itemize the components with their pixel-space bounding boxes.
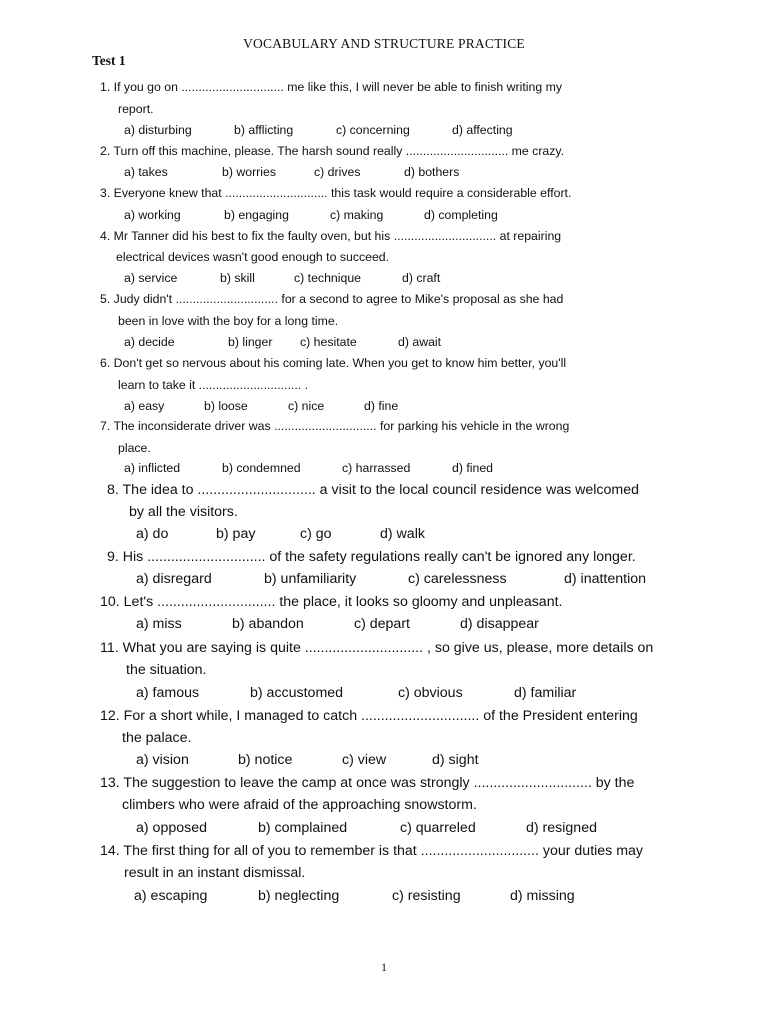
question-11-line-1: 11. What you are saying is quite .............................. , so give us, please, more details on xyxy=(100,640,654,656)
option-c[interactable]: c) go xyxy=(300,526,332,542)
option-d[interactable]: d) fine xyxy=(364,399,399,413)
question-8-line-2: by all the visitors. xyxy=(129,504,238,520)
questions-block-8-14 xyxy=(92,478,760,908)
option-c[interactable]: c) concerning xyxy=(336,123,410,137)
option-a[interactable]: a) do xyxy=(136,526,169,542)
option-b[interactable]: b) condemned xyxy=(222,461,301,475)
question-7-line-2: place. xyxy=(118,441,151,455)
option-d[interactable]: d) missing xyxy=(510,888,575,904)
question-5-line-2: been in love with the boy for a long time. xyxy=(118,314,339,328)
option-a[interactable]: a) disregard xyxy=(136,571,212,587)
option-b[interactable]: b) unfamiliarity xyxy=(264,571,357,587)
question-13-line-1: 13. The suggestion to leave the camp at once was strongly .............................. by the xyxy=(100,775,635,791)
option-b[interactable]: b) complained xyxy=(258,820,348,836)
option-a[interactable]: a) vision xyxy=(136,752,189,768)
question-8-line-1: 8. The idea to .............................. a visit to the local council residence was welcomed xyxy=(107,482,640,498)
option-b[interactable]: b) accustomed xyxy=(250,685,344,701)
option-c[interactable]: c) depart xyxy=(354,616,410,632)
option-d[interactable]: d) bothers xyxy=(404,165,460,179)
option-d[interactable]: d) sight xyxy=(432,752,479,768)
question-4-line-1: 4. Mr Tanner did his best to fix the faulty oven, but his .............................. at repairing xyxy=(100,229,562,243)
option-b[interactable]: b) neglecting xyxy=(258,888,340,904)
question-13-line-2: climbers who were afraid of the approaching snowstorm. xyxy=(122,797,477,813)
question-14-line-1: 14. The first thing for all of you to remember is that .............................. your duties may xyxy=(100,843,644,859)
option-c[interactable]: c) nice xyxy=(288,399,325,413)
option-d[interactable]: d) completing xyxy=(424,208,498,222)
option-c[interactable]: c) hesitate xyxy=(300,335,357,349)
option-d[interactable]: d) craft xyxy=(402,271,441,285)
option-a[interactable]: a) disturbing xyxy=(124,123,192,137)
page-number: 1 xyxy=(381,960,387,974)
option-c[interactable]: c) harrassed xyxy=(342,461,411,475)
option-a[interactable]: a) working xyxy=(124,208,181,222)
option-a[interactable]: a) easy xyxy=(124,399,165,413)
option-c[interactable]: c) technique xyxy=(294,271,361,285)
option-b[interactable]: b) engaging xyxy=(224,208,289,222)
option-a[interactable]: a) takes xyxy=(124,165,168,179)
question-12-line-2: the palace. xyxy=(122,730,192,746)
question-6-line-1: 6. Don't get so nervous about his coming late. When you get to know him better, you'll xyxy=(100,356,567,370)
option-d[interactable]: d) inattention xyxy=(564,571,647,587)
question-10-line-1: 10. Let's .............................. the place, it looks so gloomy and unpleasant. xyxy=(100,594,563,610)
question-9-line-1: 9. His .............................. of the safety regulations really can't be ignored any longer. xyxy=(107,549,636,565)
option-a[interactable]: a) decide xyxy=(124,335,175,349)
question-14-line-2: result in an instant dismissal. xyxy=(124,865,306,881)
option-c[interactable]: c) resisting xyxy=(392,888,461,904)
question-6-line-2: learn to take it .............................. . xyxy=(118,378,308,392)
question-12-line-1: 12. For a short while, I managed to catch .............................. of the President entering xyxy=(100,708,638,724)
option-c[interactable]: c) obvious xyxy=(398,685,463,701)
option-a[interactable]: a) famous xyxy=(136,685,200,701)
option-a[interactable]: a) opposed xyxy=(136,820,207,836)
option-d[interactable]: d) disappear xyxy=(460,616,539,632)
option-c[interactable]: c) making xyxy=(330,208,384,222)
question-4-line-2: electrical devices wasn't good enough to succeed. xyxy=(116,250,390,264)
option-c[interactable]: c) view xyxy=(342,752,387,768)
page-title: VOCABULARY AND STRUCTURE PRACTICE xyxy=(243,36,525,51)
option-b[interactable]: b) worries xyxy=(222,165,276,179)
option-b[interactable]: b) abandon xyxy=(232,616,304,632)
question-1-line-2: report. xyxy=(118,102,154,116)
option-d[interactable]: d) await xyxy=(398,335,442,349)
option-a[interactable]: a) inflicted xyxy=(124,461,181,475)
question-3-line-1: 3. Everyone knew that .............................. this task would require a considerable effort. xyxy=(100,186,572,200)
question-1-line-1: 1. If you go on .............................. me like this, I will never be able to finish writing my xyxy=(100,80,562,94)
question-5-line-1: 5. Judy didn't .............................. for a second to agree to Mike's proposal as she had xyxy=(100,292,564,306)
question-7-line-1: 7. The inconsiderate driver was .............................. for parking his vehicle in the wrong xyxy=(100,419,570,433)
option-d[interactable]: d) walk xyxy=(380,526,425,542)
option-a[interactable]: a) service xyxy=(124,271,178,285)
option-d[interactable]: d) resigned xyxy=(526,820,597,836)
question-2-line-1: 2. Turn off this machine, please. The harsh sound really .............................. me crazy. xyxy=(100,144,565,158)
option-a[interactable]: a) escaping xyxy=(134,888,208,904)
option-b[interactable]: b) notice xyxy=(238,752,293,768)
questions-block-1-7 xyxy=(92,74,622,479)
option-c[interactable]: c) quarreled xyxy=(400,820,476,836)
option-b[interactable]: b) loose xyxy=(204,399,248,413)
option-d[interactable]: d) affecting xyxy=(452,123,513,137)
question-11-line-2: the situation. xyxy=(126,662,207,678)
option-d[interactable]: d) familiar xyxy=(514,685,577,701)
option-b[interactable]: b) pay xyxy=(216,526,256,542)
option-d[interactable]: d) fined xyxy=(452,461,494,475)
option-a[interactable]: a) miss xyxy=(136,616,182,632)
test-label: Test 1 xyxy=(92,53,126,68)
option-c[interactable]: c) carelessness xyxy=(408,571,507,587)
option-b[interactable]: b) skill xyxy=(220,271,255,285)
option-b[interactable]: b) afflicting xyxy=(234,123,294,137)
option-b[interactable]: b) linger xyxy=(228,335,273,349)
option-c[interactable]: c) drives xyxy=(314,165,361,179)
